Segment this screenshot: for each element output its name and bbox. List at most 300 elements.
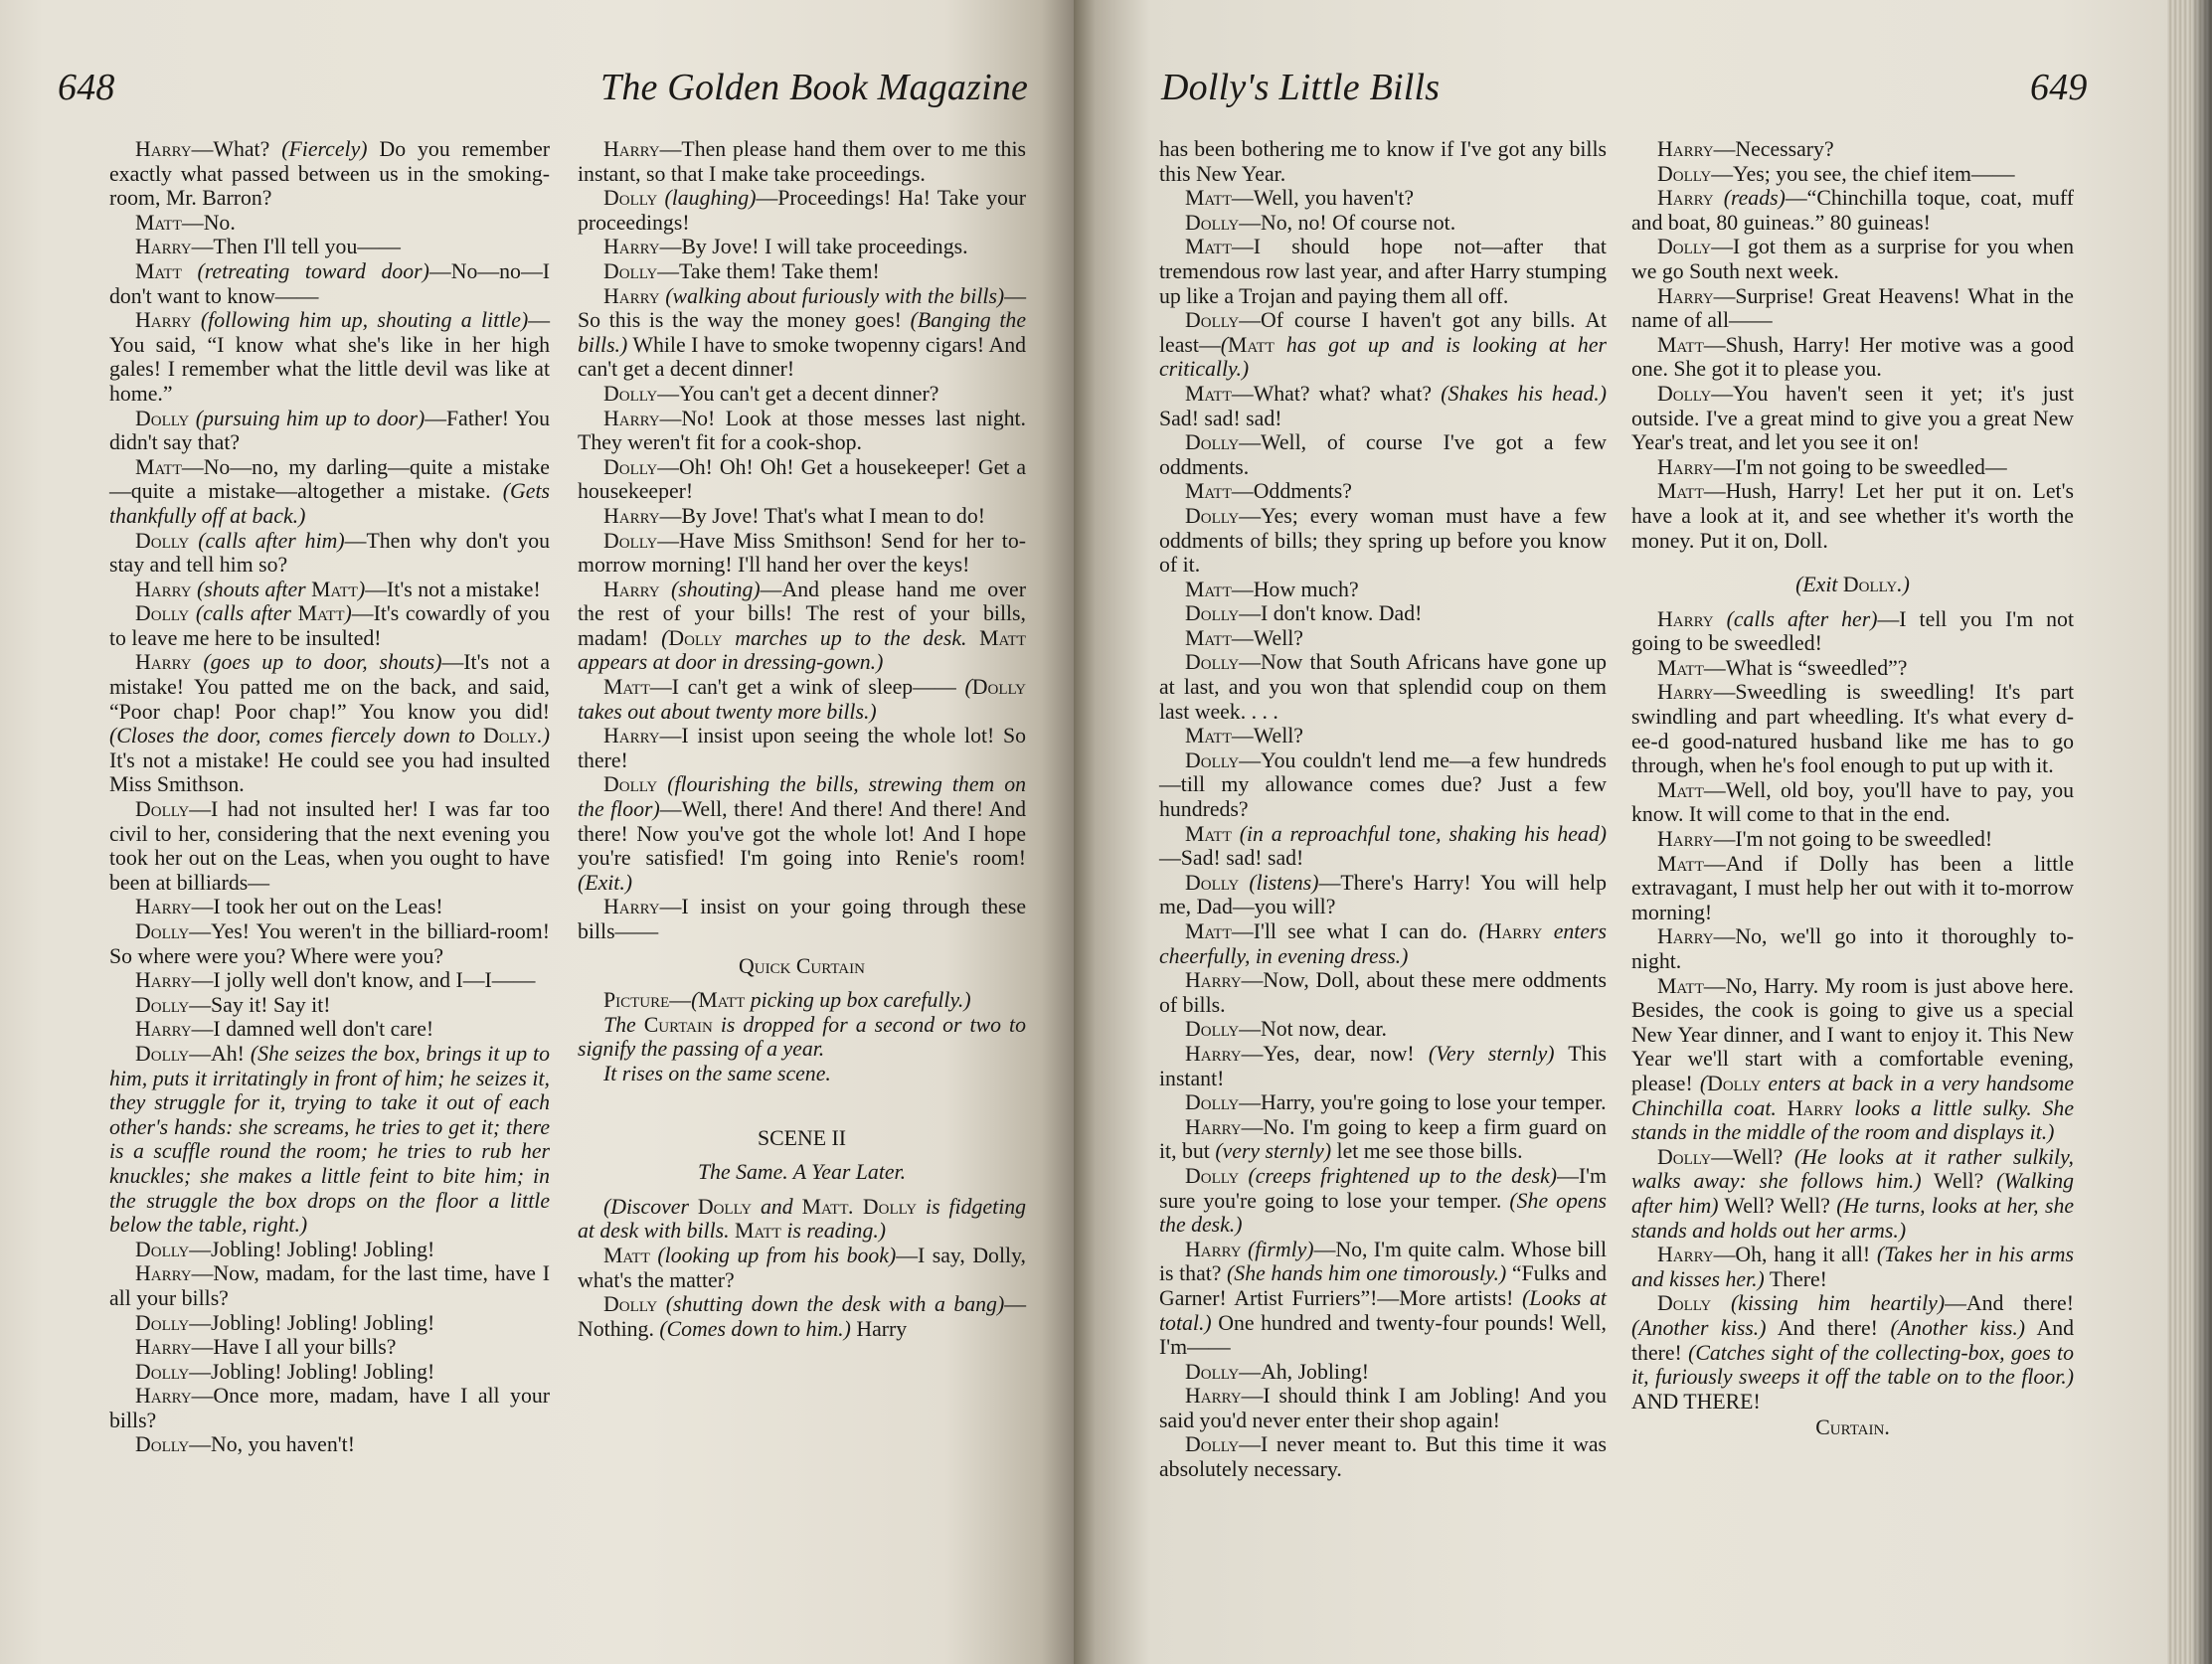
speaker-name: Picture (603, 988, 670, 1013)
dialogue-text: —Sweedling is sweedling! It's part swindling and part wheedling. It's what every d-ee-d good-natured husband like me has to go through, when he's fool enough to put up with it. (1631, 680, 2074, 778)
dialogue-paragraph (1159, 1432, 1607, 1481)
dialogue-text: —Take them! Take them! (657, 258, 880, 283)
stage-direction: is reading.) (780, 1219, 887, 1244)
speaker-name: Harry (1657, 186, 1714, 211)
dialogue-block (1631, 137, 2074, 553)
speaker-name: Harry (135, 968, 192, 993)
dialogue-paragraph (1631, 974, 2074, 1145)
stage-direction: (Exit (1795, 573, 1843, 597)
speaker-name: Dolly (603, 772, 658, 797)
dialogue-paragraph (1159, 504, 1607, 578)
speaker-name: Harry (135, 137, 192, 161)
quick-curtain-heading: Quick Curtain (739, 953, 865, 978)
stage-direction: (She hands him one timorously.) (1227, 1261, 1507, 1286)
dialogue-paragraph (578, 455, 1026, 504)
picture-direction (578, 988, 1026, 1013)
dialogue-text: AND THERE! (1631, 1389, 1761, 1414)
speaker-name: Harry (603, 235, 660, 259)
speaker-name: Matt (1657, 777, 1704, 802)
stage-direction: enters at back in a very handsome Chinchilla coat. (1631, 1071, 2075, 1120)
speaker-name: Dolly (135, 1310, 190, 1335)
dialogue-paragraph (109, 529, 550, 578)
dialogue-text (1714, 186, 1724, 210)
speaker-name: Dolly (1185, 308, 1240, 333)
stage-direction: (laughing) (664, 186, 757, 211)
speaker-name: Harry (1185, 1114, 1242, 1139)
left-column-1 (109, 137, 550, 1457)
dialogue-text: —I should think I am Jobling! And you said you'd never enter their shop again! (1159, 1384, 1607, 1432)
speaker-name: Matt (1657, 332, 1704, 357)
stage-direction: (creeps frightened up to the desk) (1248, 1163, 1558, 1188)
stage-direction: ( (1478, 919, 1486, 943)
dialogue-paragraph (1631, 235, 2074, 283)
dialogue-text: —No, you haven't! (189, 1432, 355, 1457)
dialogue-paragraph (578, 259, 1026, 284)
speaker-name: Harry (603, 577, 660, 601)
speaker-name: Harry (1185, 1041, 1242, 1066)
dialogue-text: —It's not a mistake! You patted me on the back, and said, “Poor chap! Poor chap!” You know you did! (109, 650, 551, 724)
dialogue-text (657, 1292, 666, 1316)
dialogue-text: —Have I all your bills? (191, 1335, 397, 1360)
stage-direction: (She opens the desk.) (1159, 1188, 1607, 1238)
dialogue-text: —So this is the way the money goes! (578, 283, 1026, 333)
dialogue-paragraph (578, 675, 1026, 724)
dialogue-text: —Yes! You weren't in the billiard-room! So where were you? Where were you? (109, 919, 550, 968)
speaker-name: Dolly (862, 1194, 918, 1219)
stage-direction: (shutting down the desk with a bang) (665, 1292, 1005, 1317)
dialogue-text: —There's Harry! You will help me, Dad—you will? (1159, 870, 1607, 919)
stage-direction: (reads) (1723, 186, 1786, 211)
speaker-name: Dolly (135, 528, 190, 553)
dialogue-text: —Yes; every woman must have a few oddments of bills; they spring up before you know of it. (1159, 503, 1607, 578)
dialogue-text: —Now, madam, for the last time, have I all your bills? (109, 1261, 550, 1310)
speaker-name: Dolly (135, 601, 190, 626)
right-running-header: Dolly's Little Bills (1161, 67, 1441, 108)
dialogue-text: —Now that South Africans have gone up at last, and you won that splendid coup on them last week. . . . (1159, 650, 1607, 724)
speaker-name: Dolly (135, 1432, 190, 1457)
dialogue-paragraph (109, 797, 550, 895)
dialogue-block (1631, 607, 2074, 1414)
stage-direction: (kissing him heartily) (1731, 1291, 1946, 1316)
dialogue-paragraph (109, 455, 550, 529)
dialogue-text: —Yes; you see, the chief item—— (1711, 161, 2015, 186)
dialogue-text: —I got them as a surprise for you when we go South next week. (1631, 235, 2074, 283)
stage-direction: (She seizes the box, brings it up to him, puts it irritatingly in front of him; he seizes it, they struggle for it, trying to take it out of each other's hands: she screams, he tries to get it; there is a scuffle round the room; he tries to rub her knuckles; she makes a little feint to bite him; in the struggle the box drops on the floor a little below the table, right.) (109, 1041, 550, 1238)
speaker-name: Dolly (483, 724, 538, 749)
stage-direction: picking up box carefully.) (745, 988, 971, 1013)
stage-direction: ( (691, 988, 699, 1013)
dialogue-paragraph (1159, 724, 1607, 749)
dialogue-paragraph (1631, 455, 2074, 480)
dialogue-block (109, 137, 550, 1457)
dialogue-text (192, 650, 204, 674)
dialogue-text: —Shush, Harry! Her motive was a good one. She got it to please you. (1631, 332, 2074, 382)
dialogue-text: —Proceedings! Ha! Take your proceedings! (578, 186, 1026, 235)
speaker-name: Dolly (1185, 1432, 1240, 1457)
speaker-name: Matt (603, 1243, 650, 1267)
dialogue-text: —Then please hand them over to me this instant, so that I make take proceedings. (578, 137, 1026, 186)
stage-direction: (in a reproachful tone, shaking his head) (1239, 821, 1607, 846)
speaker-name: Harry (1657, 454, 1714, 479)
speaker-name: Harry (603, 503, 660, 528)
dialogue-text: One hundred and twenty-four pounds! Well, I'm—— (1159, 1310, 1607, 1360)
dialogue-text: —Of course I haven't got any bills. At least— (1159, 308, 1607, 357)
dialogue-paragraph (578, 382, 1026, 407)
stage-direction: marches up to the desk. (722, 625, 980, 650)
dialogue-paragraph (109, 137, 550, 211)
speaker-name: Dolly (135, 406, 190, 430)
speaker-name: Harry (1787, 1095, 1844, 1120)
dialogue-text: —No, we'll go into it thoroughly to-night. (1631, 924, 2074, 973)
speaker-name: Dolly (1185, 210, 1240, 235)
dialogue-text: —And there! (1945, 1291, 2074, 1316)
stage-direction: (Another kiss.) (1890, 1315, 2026, 1340)
dialogue-text: —Then why don't you stay and tell him so? (109, 528, 550, 578)
dialogue-paragraph (1159, 308, 1607, 382)
dialogue-text: —No—no—I don't want to know—— (109, 258, 551, 308)
speaker-name: Dolly (1657, 1291, 1712, 1316)
stage-direction: (flourishing the bills, strewing them on the floor) (578, 772, 1026, 822)
speaker-name: Harry (1185, 1237, 1242, 1261)
speaker-name: Dolly (1185, 503, 1240, 528)
dialogue-text: —Necessary? (1713, 137, 1834, 161)
dialogue-text: Well? Well? (1718, 1193, 1837, 1218)
dialogue-text: —Have Miss Smithson! Send for her to-morrow morning! I'll hand her over the keys! (578, 528, 1026, 578)
dialogue-text: —What? (191, 137, 282, 161)
dialogue-text: —I damned well don't care! (191, 1017, 434, 1042)
dialogue-text: —Jobling! Jobling! Jobling! (189, 1359, 435, 1384)
left-running-header: The Golden Book Magazine (600, 67, 1029, 108)
stage-direction: (Walking after him) (1631, 1169, 2074, 1218)
stage-direction: (very sternly) (1215, 1139, 1332, 1164)
stage-direction: (shouting) (671, 577, 761, 601)
speaker-name: Dolly (1185, 430, 1240, 455)
dialogue-text: And there! (1631, 1315, 2074, 1365)
dialogue-text: —Oh, hang it all! (1713, 1243, 1877, 1267)
dialogue-paragraph (578, 1292, 1026, 1341)
speaker-name: Dolly (1185, 1359, 1240, 1384)
speaker-name: Dolly (1842, 573, 1898, 597)
dialogue-paragraph (1159, 1017, 1607, 1042)
dialogue-text: —Father! You didn't say that? (109, 406, 550, 455)
dialogue-paragraph (109, 601, 550, 650)
speaker-name: Harry (603, 406, 660, 430)
speaker-name: Matt (979, 625, 1026, 650)
dialogue-text: —Ah! (189, 1041, 251, 1066)
stage-direction: enters cheerfully, in evening dress.) (1159, 919, 1607, 968)
dialogue-paragraph (1159, 1115, 1607, 1164)
dialogue-text: —I took her out on the Leas! (191, 895, 443, 919)
speaker-name: Dolly (1185, 1090, 1240, 1115)
dialogue-text: —No—no, my darling—quite a mistake—quite a mistake—altogether a mistake. (109, 454, 550, 504)
curtain-end: Curtain. (1815, 1415, 1890, 1440)
dialogue-text: —Say it! Say it! (189, 992, 331, 1017)
dialogue-paragraph (1159, 749, 1607, 822)
dialogue-text (189, 529, 198, 553)
stage-direction: (Exit.) (578, 870, 633, 895)
dialogue-paragraph (578, 407, 1026, 455)
dialogue-text: —Once more, madam, have I all your bills? (109, 1384, 550, 1432)
speaker-name: Harry (135, 577, 192, 601)
dialogue-text: —I had not insulted her! I was far too civil to her, considering that the next evening you took her out on the Leas, when you ought to have been at billiards— (109, 797, 550, 895)
dialogue-block (578, 1195, 1026, 1342)
speaker-name: Matt (1185, 479, 1232, 504)
stage-direction: (Fiercely) (281, 137, 368, 161)
dialogue-paragraph (578, 235, 1026, 259)
dialogue-paragraph (1631, 607, 2074, 656)
speaker-name: Harry (135, 895, 192, 919)
stage-direction: (walking about furiously with the bills) (665, 283, 1005, 308)
dialogue-paragraph (1631, 680, 2074, 777)
speaker-name: Matt (698, 988, 746, 1013)
dialogue-paragraph (1631, 284, 2074, 333)
scene-setting: The Same. A Year Later. (697, 1160, 907, 1185)
dialogue-text: —No! Look at those messes last night. They weren't fit for a cook-shop. (578, 406, 1026, 455)
dialogue-text: —You couldn't lend me—a few hundreds—till my allowance comes due? Just a few hundreds? (1159, 748, 1607, 822)
dialogue-paragraph (109, 1384, 550, 1432)
speaker-name: Harry (603, 724, 660, 749)
dialogue-paragraph (109, 1017, 550, 1042)
dialogue-text: —I should hope not—after that tremendous row last year, and after Harry stumping up like a Trojan and paying them all off. (1159, 235, 1607, 308)
dialogue-text: —Oh! Oh! Oh! Get a housekeeper! Get a housekeeper! (578, 454, 1026, 504)
speaker-name: Harry (135, 1261, 192, 1286)
dialogue-text: —I'm not going to be sweedled! (1713, 827, 1993, 852)
speaker-name: Harry (1657, 1243, 1714, 1267)
dialogue-paragraph (1631, 1243, 2074, 1291)
stage-direction: (Another kiss.) (1631, 1315, 1767, 1340)
dialogue-text: And there! (1766, 1315, 1891, 1340)
stage-direction: ( (661, 625, 669, 650)
dialogue-paragraph (1159, 382, 1607, 430)
stage-direction: (Catches sight of the collecting-box, goes to it, furiously sweeps it off the table on to the floor.) (1631, 1340, 2074, 1390)
speaker-name: Harry (135, 1384, 192, 1409)
dialogue-paragraph (1159, 1090, 1607, 1115)
stage-direction: is dropped for a second or two to signify the passing of a year. (578, 1012, 1026, 1062)
dialogue-paragraph (1159, 430, 1607, 479)
stage-direction: (calls after her) (1726, 606, 1878, 631)
speaker-name: Harry (1657, 137, 1714, 161)
dialogue-text: —I tell you I'm not going to be sweedled! (1631, 606, 2075, 656)
stage-direction: (Gets thankfully off at back.) (109, 479, 550, 528)
dialogue-paragraph (109, 993, 550, 1018)
speaker-name: Dolly (1185, 601, 1240, 626)
dialogue-text: —I jolly well don't know, and I—I—— (191, 968, 536, 993)
speaker-name: Harry (603, 137, 660, 161)
dialogue-text: —No. (181, 210, 236, 235)
dialogue-text: —Not now, dear. (1239, 1017, 1387, 1042)
dialogue-paragraph (1631, 852, 2074, 925)
dialogue-text: —You can't get a decent dinner? (657, 381, 939, 406)
stage-direction: (He turns, looks at her, she stands and holds out her arms.) (1631, 1193, 2075, 1243)
dialogue-text: Sad! sad! sad! (1159, 406, 1282, 430)
dialogue-text: There! (1764, 1266, 1827, 1291)
dialogue-text: This instant! (1159, 1041, 1607, 1090)
dialogue-paragraph (1159, 137, 1607, 186)
dialogue-paragraph (1159, 601, 1607, 626)
dialogue-paragraph (1159, 1238, 1607, 1360)
dialogue-text: —I'm sure you're going to lose your temper. (1159, 1163, 1608, 1213)
dialogue-paragraph (1631, 656, 2074, 681)
stage-direction: (goes up to door, shouts) (203, 650, 442, 675)
speaker-name: Matt (135, 454, 182, 479)
dialogue-text (1239, 1164, 1248, 1188)
dialogue-text: —Well? (1231, 625, 1303, 650)
dialogue-paragraph (1631, 1145, 2074, 1243)
dialogue-paragraph (109, 259, 550, 308)
speaker-name: Harry (1185, 968, 1242, 993)
dialogue-block (578, 137, 1026, 944)
speaker-name: Curtain (643, 1012, 713, 1037)
dialogue-text: —How much? (1231, 577, 1359, 601)
dialogue-paragraph (109, 1360, 550, 1385)
dialogue-text: —I'll see what I can do. (1231, 919, 1479, 943)
speaker-name: Dolly (1657, 1144, 1712, 1169)
speaker-name: Matt (297, 601, 345, 626)
dialogue-text: —You haven't seen it yet; it's just outside. I've a great mind to give you a great New Year's treat, and let you see it on! (1631, 381, 2074, 455)
dialogue-text: —Well, of course I've got a few oddments. (1159, 430, 1607, 479)
dialogue-paragraph (578, 772, 1026, 895)
dialogue-text: While I have to smoke twopenny cigars! And can't get a decent dinner! (578, 332, 1026, 382)
stage-direction: and (752, 1194, 802, 1219)
speaker-name: Harry (1657, 924, 1714, 949)
stage-direction: looks a little sulky. She stands in the middle of the room and displays it.) (1631, 1095, 2074, 1145)
stage-direction: (Discover (603, 1194, 698, 1219)
speaker-name: Dolly (603, 1292, 658, 1317)
dialogue-paragraph (109, 407, 550, 455)
speaker-name: Dolly (668, 625, 723, 650)
right-page (1074, 0, 2167, 1664)
dialogue-text: —Then I'll tell you—— (191, 235, 401, 259)
speaker-name: Dolly (603, 528, 658, 553)
dialogue-paragraph (578, 529, 1026, 578)
dialogue-paragraph (109, 1261, 550, 1310)
dialogue-paragraph (109, 578, 550, 602)
speaker-name: Dolly (603, 381, 658, 406)
dialogue-paragraph (578, 284, 1026, 382)
stage-direction: (retreating toward door) (197, 258, 429, 283)
stage-direction: The (603, 1012, 644, 1037)
speaker-name: Dolly (1185, 1163, 1240, 1188)
dialogue-text: —And please hand me over the rest of your bills! The rest of your bills, madam! (578, 577, 1026, 650)
dialogue-paragraph (578, 1244, 1026, 1292)
right-column-1 (1159, 137, 1607, 1482)
dialogue-text: —It's cowardly of you to leave me here to be insulted! (109, 601, 551, 650)
dialogue-text: “Fulks and Garner! Artist Furriers”!—More artists! (1159, 1261, 1607, 1310)
speaker-name: Dolly (1707, 1071, 1762, 1095)
dialogue-paragraph (1631, 333, 2074, 382)
dialogue-paragraph (1631, 778, 2074, 827)
dialogue-text: —Sad! sad! sad! (1159, 846, 1304, 871)
dialogue-paragraph (578, 504, 1026, 529)
speaker-name: Matt (1657, 851, 1704, 876)
speaker-name: Matt (1185, 577, 1232, 601)
speaker-name: Matt (1657, 973, 1704, 998)
speaker-name: Harry (135, 308, 192, 333)
dialogue-paragraph (1159, 822, 1607, 871)
dialogue-text: Do you remember exactly what passed between us in the smoking-room, Mr. Barron? (109, 137, 551, 211)
dialogue-paragraph (1631, 479, 2074, 553)
stage-direction: (Closes the door, comes fiercely down to (109, 724, 484, 749)
speaker-name: Harry (1485, 919, 1543, 943)
stage-direction: is fidgeting at desk with bills. (578, 1194, 1026, 1244)
dialogue-paragraph (578, 724, 1026, 772)
stage-direction: ( (1699, 1071, 1708, 1095)
dialogue-text: —By Jove! That's what I mean to do! (659, 503, 985, 528)
speaker-name: Harry (1657, 680, 1714, 705)
dialogue-text (1232, 822, 1240, 846)
dialogue-text (1239, 871, 1249, 895)
speaker-name: Dolly (1185, 1017, 1240, 1042)
speaker-name: Dolly (603, 258, 658, 283)
speaker-name: Dolly (603, 454, 658, 479)
stage-direction: appears at door in dressing-gown.) (578, 650, 884, 675)
dialogue-block (1159, 137, 1607, 1482)
dialogue-text: —Hush, Harry! Let her put it on. Let's have a look at it, and see whether it's worth the money. Put it on, Doll. (1631, 479, 2074, 553)
dialogue-paragraph (578, 1195, 1026, 1244)
speaker-name: Matt (1657, 655, 1704, 680)
stage-direction: (pursuing him up to door) (195, 406, 425, 430)
dialogue-paragraph (578, 186, 1026, 235)
dialogue-paragraph (109, 1432, 550, 1457)
stage-direction: (Takes her in his arms and kisses her.) (1631, 1243, 2074, 1291)
dialogue-paragraph (1631, 1291, 2074, 1414)
speaker-name: Matt (1228, 332, 1275, 357)
left-page (0, 0, 1074, 1664)
dialogue-paragraph (1159, 235, 1607, 308)
dialogue-text: — (669, 988, 692, 1013)
right-column-2 (1631, 137, 2074, 1450)
speaker-name: Dolly (971, 675, 1026, 700)
dialogue-text (1714, 607, 1727, 631)
dialogue-text: —I'm not going to be sweedled— (1713, 454, 2007, 479)
stage-direction: ) (344, 601, 352, 626)
speaker-name: Dolly (135, 992, 190, 1017)
speaker-name: Matt (135, 258, 182, 283)
dialogue-text: —Surprise! Great Heavens! What in the name of all—— (1631, 283, 2074, 333)
speaker-name: Harry (603, 283, 660, 308)
dialogue-text: —“Chinchilla toque, coat, muff and boat, 80 guineas.” 80 guineas! (1631, 186, 2074, 235)
stage-direction: ( (1220, 332, 1229, 357)
speaker-name: Matt (135, 210, 182, 235)
dialogue-paragraph (1159, 1042, 1607, 1090)
dialogue-text (182, 259, 198, 283)
dialogue-text: —I don't know. Dad! (1239, 601, 1423, 626)
stage-direction: . (848, 1194, 863, 1219)
dialogue-text: —No, I'm quite calm. Whose bill is that? (1159, 1237, 1607, 1286)
speaker-name: Matt (1185, 235, 1232, 259)
dialogue-text: —No, no! Of course not. (1239, 210, 1456, 235)
stage-direction: takes out about twenty more bills.) (578, 699, 877, 724)
dialogue-text: —Jobling! Jobling! Jobling! (189, 1237, 435, 1261)
stage-direction: (following him up, shouting a little) (200, 308, 529, 333)
speaker-name: Harry (1657, 827, 1714, 852)
dialogue-text: has been bothering me to know if I've got any bills this New Year. (1159, 137, 1607, 186)
dialogue-text: —I can't get a wink of sleep—— (649, 675, 965, 700)
dialogue-paragraph (1159, 479, 1607, 504)
dialogue-text: —Well, old boy, you'll have to pay, you know. It will come to that in the end. (1631, 777, 2074, 827)
speaker-name: Matt (1185, 821, 1232, 846)
speaker-name: Dolly (603, 186, 658, 211)
dialogue-text: It's not a mistake! He could see you had insulted Miss Smithson. (109, 748, 550, 797)
stage-direction: (Looks at total.) (1159, 1285, 1607, 1335)
speaker-name: Matt (1185, 381, 1232, 406)
speaker-name: Dolly (1185, 870, 1240, 895)
speaker-name: Matt (1185, 919, 1232, 943)
dialogue-text: —You said, “I know what she's like in her high gales! I remember what the little devil was like at home.” (109, 308, 550, 406)
dialogue-paragraph (109, 968, 550, 993)
edge-shadow (2192, 0, 2212, 1664)
dialogue-paragraph (109, 650, 550, 797)
